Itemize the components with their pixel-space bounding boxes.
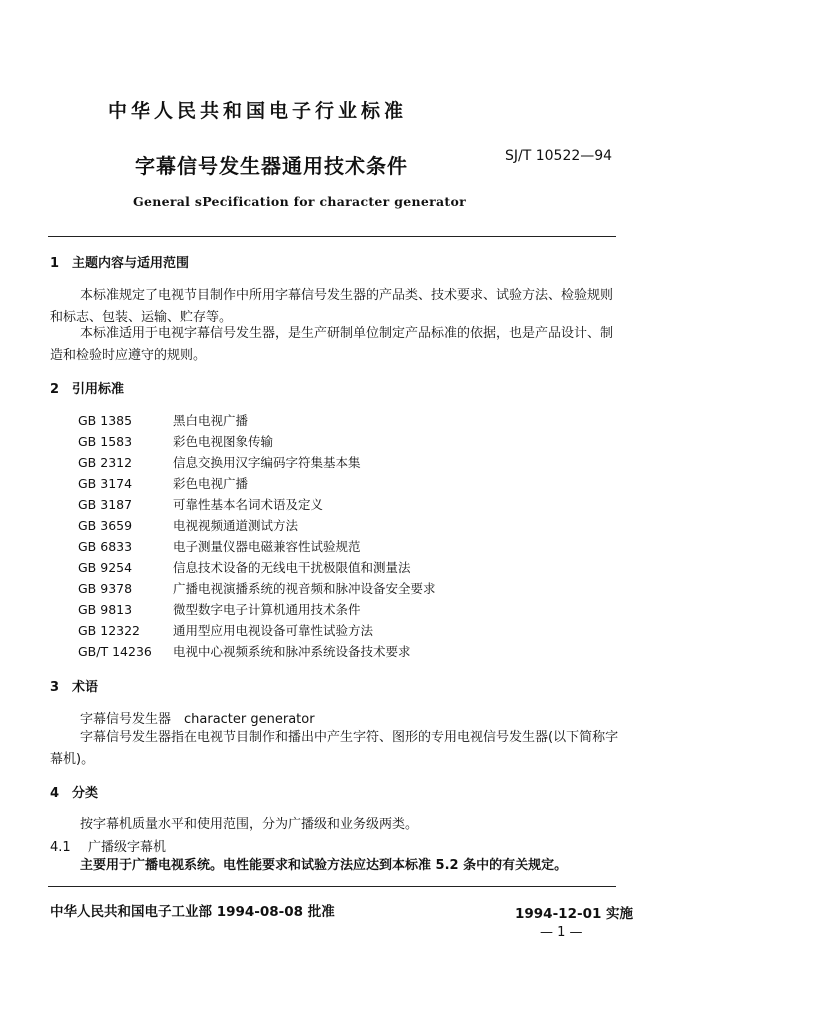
section-number: 2	[50, 382, 60, 397]
reference-title: 广播电视演播系统的视音频和脉冲设备安全要求	[173, 581, 436, 596]
section-number: 1	[50, 256, 60, 271]
reference-code: GB 2312	[78, 455, 133, 470]
reference-title: 电视视频通道测试方法	[173, 518, 299, 533]
section-title: 引用标准	[72, 382, 125, 397]
term-definition: 字幕信号发生器指在电视节目制作和播出中产生字符、图形的专用电视信号发生器(以下简称字幕机)。	[50, 730, 619, 767]
reference-item	[78, 432, 273, 452]
section-title: 主题内容与适用范围	[72, 256, 190, 271]
reference-item	[78, 474, 248, 494]
reference-code: GB 9813	[78, 602, 133, 617]
reference-title: 彩色电视广播	[173, 476, 249, 491]
reference-code: GB 1385	[78, 413, 133, 428]
reference-item	[78, 621, 373, 641]
reference-item	[78, 411, 248, 431]
section-1-heading	[50, 252, 189, 271]
reference-code: GB 3187	[78, 497, 133, 512]
subsection-number: 4.1	[50, 840, 71, 855]
section-title: 分类	[72, 786, 99, 801]
section-1-paragraph-1: 本标准规定了电视节目制作中所用字幕信号发生器的产品类、技术要求、试验方法、检验规则和标志、包装、运输、贮存等。	[50, 288, 614, 325]
section-number: 3	[50, 680, 60, 695]
reference-title: 通用型应用电视设备可靠性试验方法	[173, 623, 374, 638]
section-3-heading	[50, 676, 98, 695]
reference-code: GB 9254	[78, 560, 133, 575]
reference-code: GB 12322	[78, 623, 140, 638]
reference-item	[78, 453, 361, 473]
reference-item	[78, 495, 323, 515]
reference-item	[78, 642, 411, 662]
reference-title: 信息交换用汉字编码字符集基本集	[173, 455, 361, 470]
reference-item	[78, 516, 298, 536]
subsection-4-1-heading	[50, 836, 166, 855]
approval-line: 中华人民共和国电子工业部 1994-08-08 批准	[50, 904, 335, 920]
header-rule	[48, 236, 616, 237]
reference-item	[78, 537, 361, 557]
english-title: General sPecification for character generator	[133, 194, 467, 209]
effective-date: 1994-12-01 实施	[515, 906, 634, 922]
subsection-4-1-paragraph: 主要用于广播电视系统。电性能要求和试验方法应达到本标准 5.2 条中的有关规定。	[80, 858, 568, 873]
issuing-organization: 中华人民共和国电子行业标准	[108, 100, 408, 122]
reference-title: 彩色电视图象传输	[173, 434, 274, 449]
reference-item	[78, 558, 411, 578]
standard-title: 字幕信号发生器通用技术条件	[135, 154, 408, 178]
section-2-heading	[50, 378, 124, 397]
reference-title: 电视中心视频系统和脉冲系统设备技术要求	[173, 644, 411, 659]
reference-item	[78, 579, 436, 599]
reference-title: 可靠性基本名词术语及定义	[173, 497, 324, 512]
section-number: 4	[50, 786, 60, 801]
page-number: — 1 —	[540, 925, 583, 940]
section-4-paragraph-1: 按字幕机质量水平和使用范围，分为广播级和业务级两类。	[80, 817, 419, 832]
reference-title: 黑白电视广播	[173, 413, 249, 428]
reference-code: GB/T 14236	[78, 644, 152, 659]
subsection-title: 广播级字幕机	[88, 840, 167, 855]
footer-rule	[48, 886, 616, 887]
standard-code: SJ/T 10522—94	[505, 148, 613, 164]
reference-code: GB 1583	[78, 434, 133, 449]
section-1-paragraph-2: 本标准适用于电视字幕信号发生器，是生产研制单位制定产品标准的依据，也是产品设计、制造和检验时应遵守的规则。	[50, 326, 614, 363]
reference-title: 电子测量仪器电磁兼容性试验规范	[173, 539, 361, 554]
reference-title: 微型数字电子计算机通用技术条件	[173, 602, 361, 617]
term-entry: 字幕信号发生器 character generator	[80, 712, 315, 727]
reference-code: GB 3174	[78, 476, 133, 491]
section-4-heading	[50, 782, 98, 801]
reference-code: GB 9378	[78, 581, 133, 596]
section-title: 术语	[72, 680, 99, 695]
reference-item	[78, 600, 361, 620]
reference-title: 信息技术设备的无线电干扰极限值和测量法	[173, 560, 411, 575]
reference-code: GB 3659	[78, 518, 133, 533]
reference-code: GB 6833	[78, 539, 133, 554]
